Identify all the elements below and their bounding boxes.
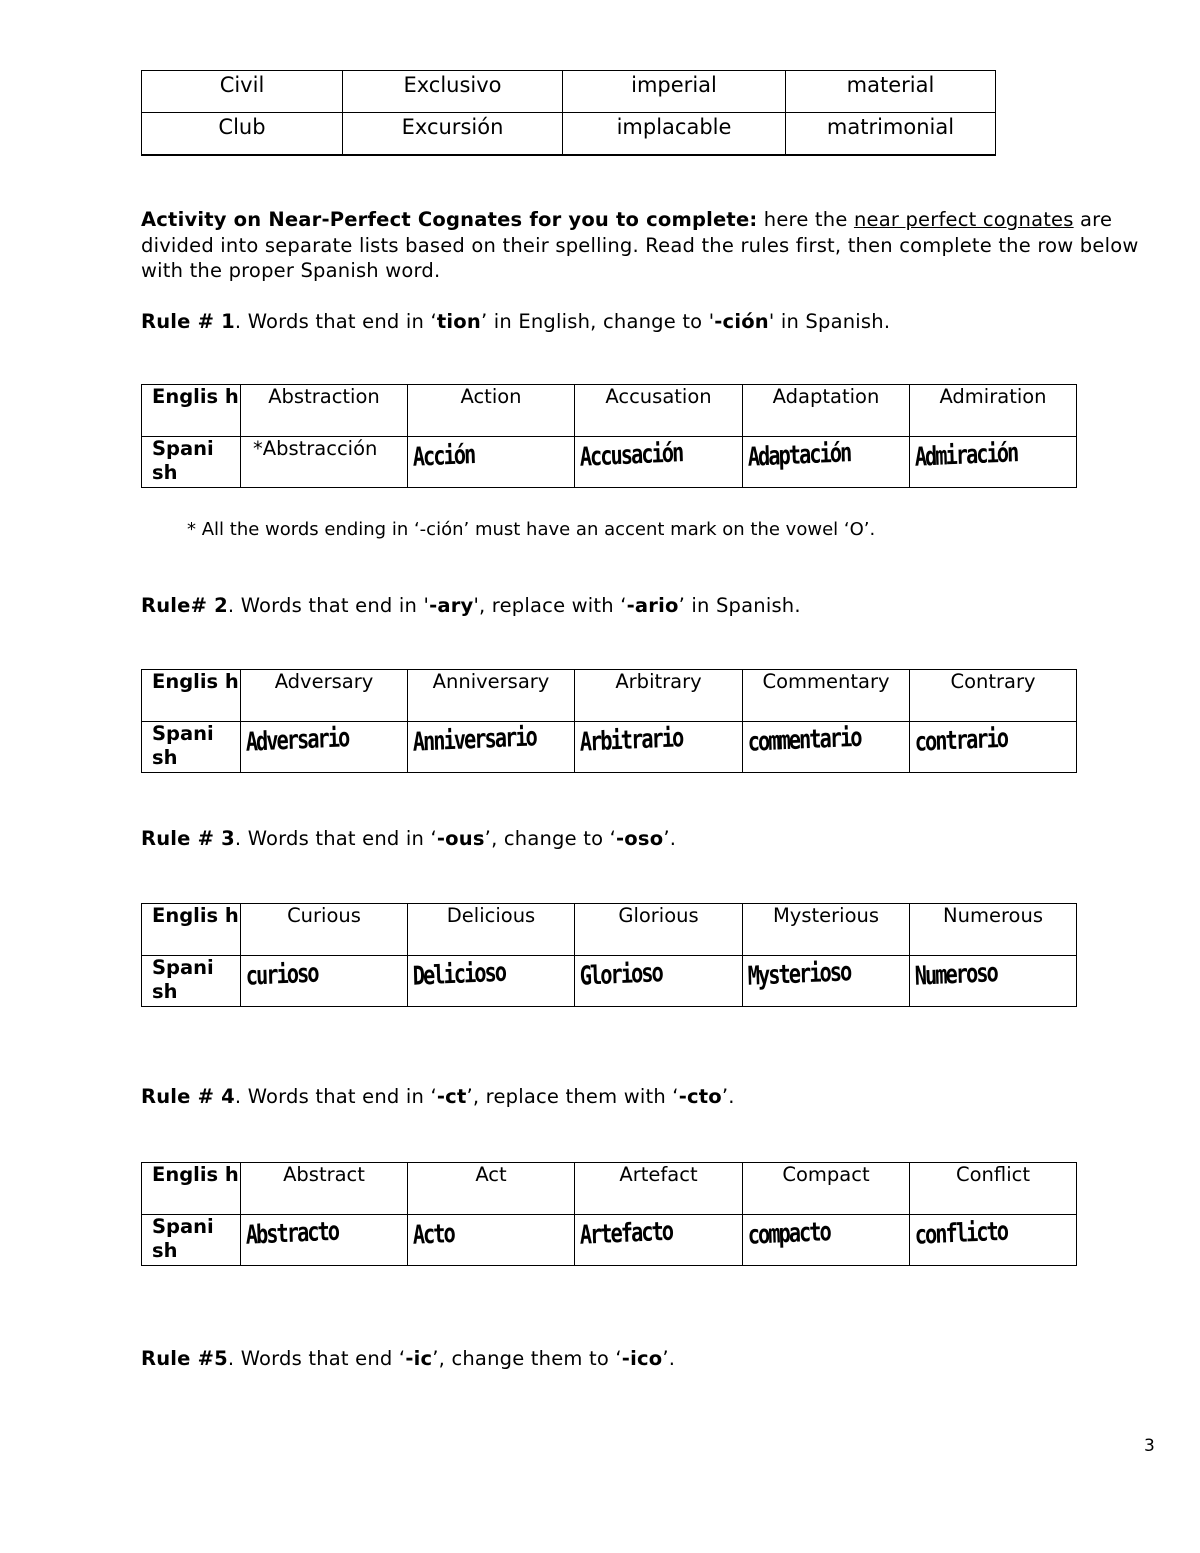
rule-ending: tion [436, 310, 481, 333]
english-word: Action [408, 385, 575, 437]
rule-title: Rule #5 [141, 1347, 228, 1370]
rule-1-heading [141, 309, 890, 335]
english-row [142, 904, 1077, 956]
handwritten-answer: compacto [747, 1217, 831, 1251]
answer-cell[interactable] [241, 1215, 408, 1266]
rule-text: ’. [721, 1085, 735, 1108]
handwritten-answer: Abstracto [245, 1216, 339, 1251]
english-word: Delicious [408, 904, 575, 956]
table-cell: Club [142, 113, 343, 156]
table-cell: imperial [563, 71, 786, 113]
answer-cell[interactable] [408, 437, 575, 488]
rule-ending: -ic [405, 1347, 433, 1370]
answer-cell[interactable] [241, 722, 408, 773]
rule-ending: -ous [436, 827, 485, 850]
english-word: Artefact [575, 1163, 743, 1215]
answer-cell[interactable] [408, 722, 575, 773]
rule-ending: -ción [714, 310, 769, 333]
accent-note: * All the words ending in ‘-ción’ must have an accent mark on the vowel ‘O’. [187, 519, 876, 540]
english-word: Adaptation [743, 385, 910, 437]
handwritten-answer: contrario [914, 723, 1008, 758]
rule-title: Rule# 2 [141, 594, 228, 617]
english-word: Conflict [910, 1163, 1077, 1215]
rule-text: . Words that end in ' [227, 594, 430, 617]
table-cell: implacable [563, 113, 786, 156]
spanish-row [142, 1215, 1077, 1266]
rule-3-heading [141, 826, 676, 852]
answer-cell[interactable] [910, 956, 1077, 1007]
english-word: Numerous [910, 904, 1077, 956]
intro-text: are divided into separate lists based on their spelling. Read the rules first, then complete the row below with the proper Spanish word. [141, 208, 1139, 282]
table-cell: Exclusivo [343, 71, 563, 113]
rule-4-heading [141, 1084, 735, 1110]
answer-cell[interactable] [575, 722, 743, 773]
table-cell: material [786, 71, 996, 113]
english-word: Anniversary [408, 670, 575, 722]
english-word: Act [408, 1163, 575, 1215]
answer-cell[interactable] [575, 956, 743, 1007]
spanish-row [142, 956, 1077, 1007]
answer-cell[interactable] [241, 956, 408, 1007]
answer-cell[interactable] [743, 1215, 910, 1266]
rule-4-table [141, 1162, 1077, 1266]
handwritten-answer: Glorioso [579, 958, 663, 992]
page-number: 3 [1144, 1436, 1155, 1456]
handwritten-answer: Mysterioso [747, 957, 851, 992]
spanish-example: *Abstracción [241, 437, 408, 488]
handwritten-answer: Adversario [245, 723, 349, 758]
rule-ending: -cto [678, 1085, 722, 1108]
rule-text: . Words that end in ‘ [234, 310, 437, 333]
handwritten-answer: Accusación [579, 438, 683, 473]
handwritten-answer: Artefacto [579, 1216, 673, 1251]
rule-ending: -ico [621, 1347, 663, 1370]
rule-text: ’ in Spanish. [678, 594, 801, 617]
rule-text: ’. [662, 1347, 676, 1370]
near-perfect-cognates-term: near perfect cognates [853, 208, 1074, 231]
english-word: Contrary [910, 670, 1077, 722]
handwritten-answer: Delicioso [412, 957, 506, 992]
activity-intro [141, 207, 1166, 284]
rule-5-heading [141, 1346, 675, 1372]
answer-cell[interactable] [910, 1215, 1077, 1266]
table-row [142, 71, 996, 113]
table-cell: Civil [142, 71, 343, 113]
rule-text: . Words that end in ‘ [234, 1085, 437, 1108]
english-word: Curious [241, 904, 408, 956]
rule-ending: -ct [436, 1085, 467, 1108]
english-word: Mysterious [743, 904, 910, 956]
answer-cell[interactable] [910, 722, 1077, 773]
rule-3-table [141, 903, 1077, 1007]
cognate-word-table [141, 70, 996, 156]
english-word: Abstraction [241, 385, 408, 437]
handwritten-answer: Anniversario [412, 722, 537, 758]
english-label: Englis h [142, 385, 241, 437]
answer-cell[interactable] [743, 722, 910, 773]
answer-cell[interactable] [408, 1215, 575, 1266]
rule-text: ’, replace them with ‘ [466, 1085, 679, 1108]
spanish-row [142, 437, 1077, 488]
handwritten-answer: Adaptación [747, 438, 851, 473]
spanish-label: Spani sh [142, 1215, 241, 1266]
handwritten-answer: conflicto [914, 1216, 1008, 1251]
answer-cell[interactable] [743, 437, 910, 488]
rule-ending: -oso [616, 827, 664, 850]
english-word: Abstract [241, 1163, 408, 1215]
rule-text: ' in Spanish. [768, 310, 891, 333]
english-word: Glorious [575, 904, 743, 956]
rule-2-heading [141, 593, 801, 619]
english-label: Englis h [142, 670, 241, 722]
english-row [142, 385, 1077, 437]
rule-2-table [141, 669, 1077, 773]
rule-ending: -ario [626, 594, 679, 617]
answer-cell[interactable] [743, 956, 910, 1007]
english-word: Adversary [241, 670, 408, 722]
rule-title: Rule # 3 [141, 827, 235, 850]
table-row [142, 113, 996, 156]
handwritten-answer: Admiración [914, 438, 1018, 473]
handwritten-answer: curioso [245, 958, 318, 992]
english-word: Admiration [910, 385, 1077, 437]
handwritten-answer: Acción [412, 440, 475, 473]
rule-title: Rule # 1 [141, 310, 235, 333]
handwritten-answer: Acto [412, 1218, 455, 1251]
english-row [142, 1163, 1077, 1215]
answer-cell[interactable] [575, 437, 743, 488]
rule-text: . Words that end ‘ [227, 1347, 406, 1370]
activity-heading: Activity on Near-Perfect Cognates for you to complete: [141, 208, 758, 231]
rule-text: ', replace with ‘ [473, 594, 627, 617]
english-word: Compact [743, 1163, 910, 1215]
spanish-row [142, 722, 1077, 773]
rule-text: ’ in English, change to ' [480, 310, 715, 333]
english-word: Arbitrary [575, 670, 743, 722]
handwritten-answer: commentario [747, 722, 861, 758]
answer-cell[interactable] [408, 956, 575, 1007]
english-word: Accusation [575, 385, 743, 437]
rule-title: Rule # 4 [141, 1085, 235, 1108]
spanish-label: Spani sh [142, 437, 241, 488]
rule-text: ’. [663, 827, 677, 850]
rule-text: ’, change to ‘ [484, 827, 617, 850]
english-row [142, 670, 1077, 722]
english-label: Englis h [142, 1163, 241, 1215]
answer-cell[interactable] [575, 1215, 743, 1266]
english-label: Englis h [142, 904, 241, 956]
handwritten-answer: Arbitrario [579, 723, 683, 758]
intro-text: here the [757, 208, 854, 231]
rule-ending: -ary [429, 594, 474, 617]
answer-cell[interactable] [910, 437, 1077, 488]
spanish-label: Spani sh [142, 722, 241, 773]
rule-text: . Words that end in ‘ [234, 827, 437, 850]
table-cell: matrimonial [786, 113, 996, 156]
english-word: Commentary [743, 670, 910, 722]
spanish-label: Spani sh [142, 956, 241, 1007]
rule-text: ’, change them to ‘ [432, 1347, 622, 1370]
table-cell: Excursión [343, 113, 563, 156]
handwritten-answer: Numeroso [914, 958, 998, 992]
rule-1-table [141, 384, 1077, 488]
